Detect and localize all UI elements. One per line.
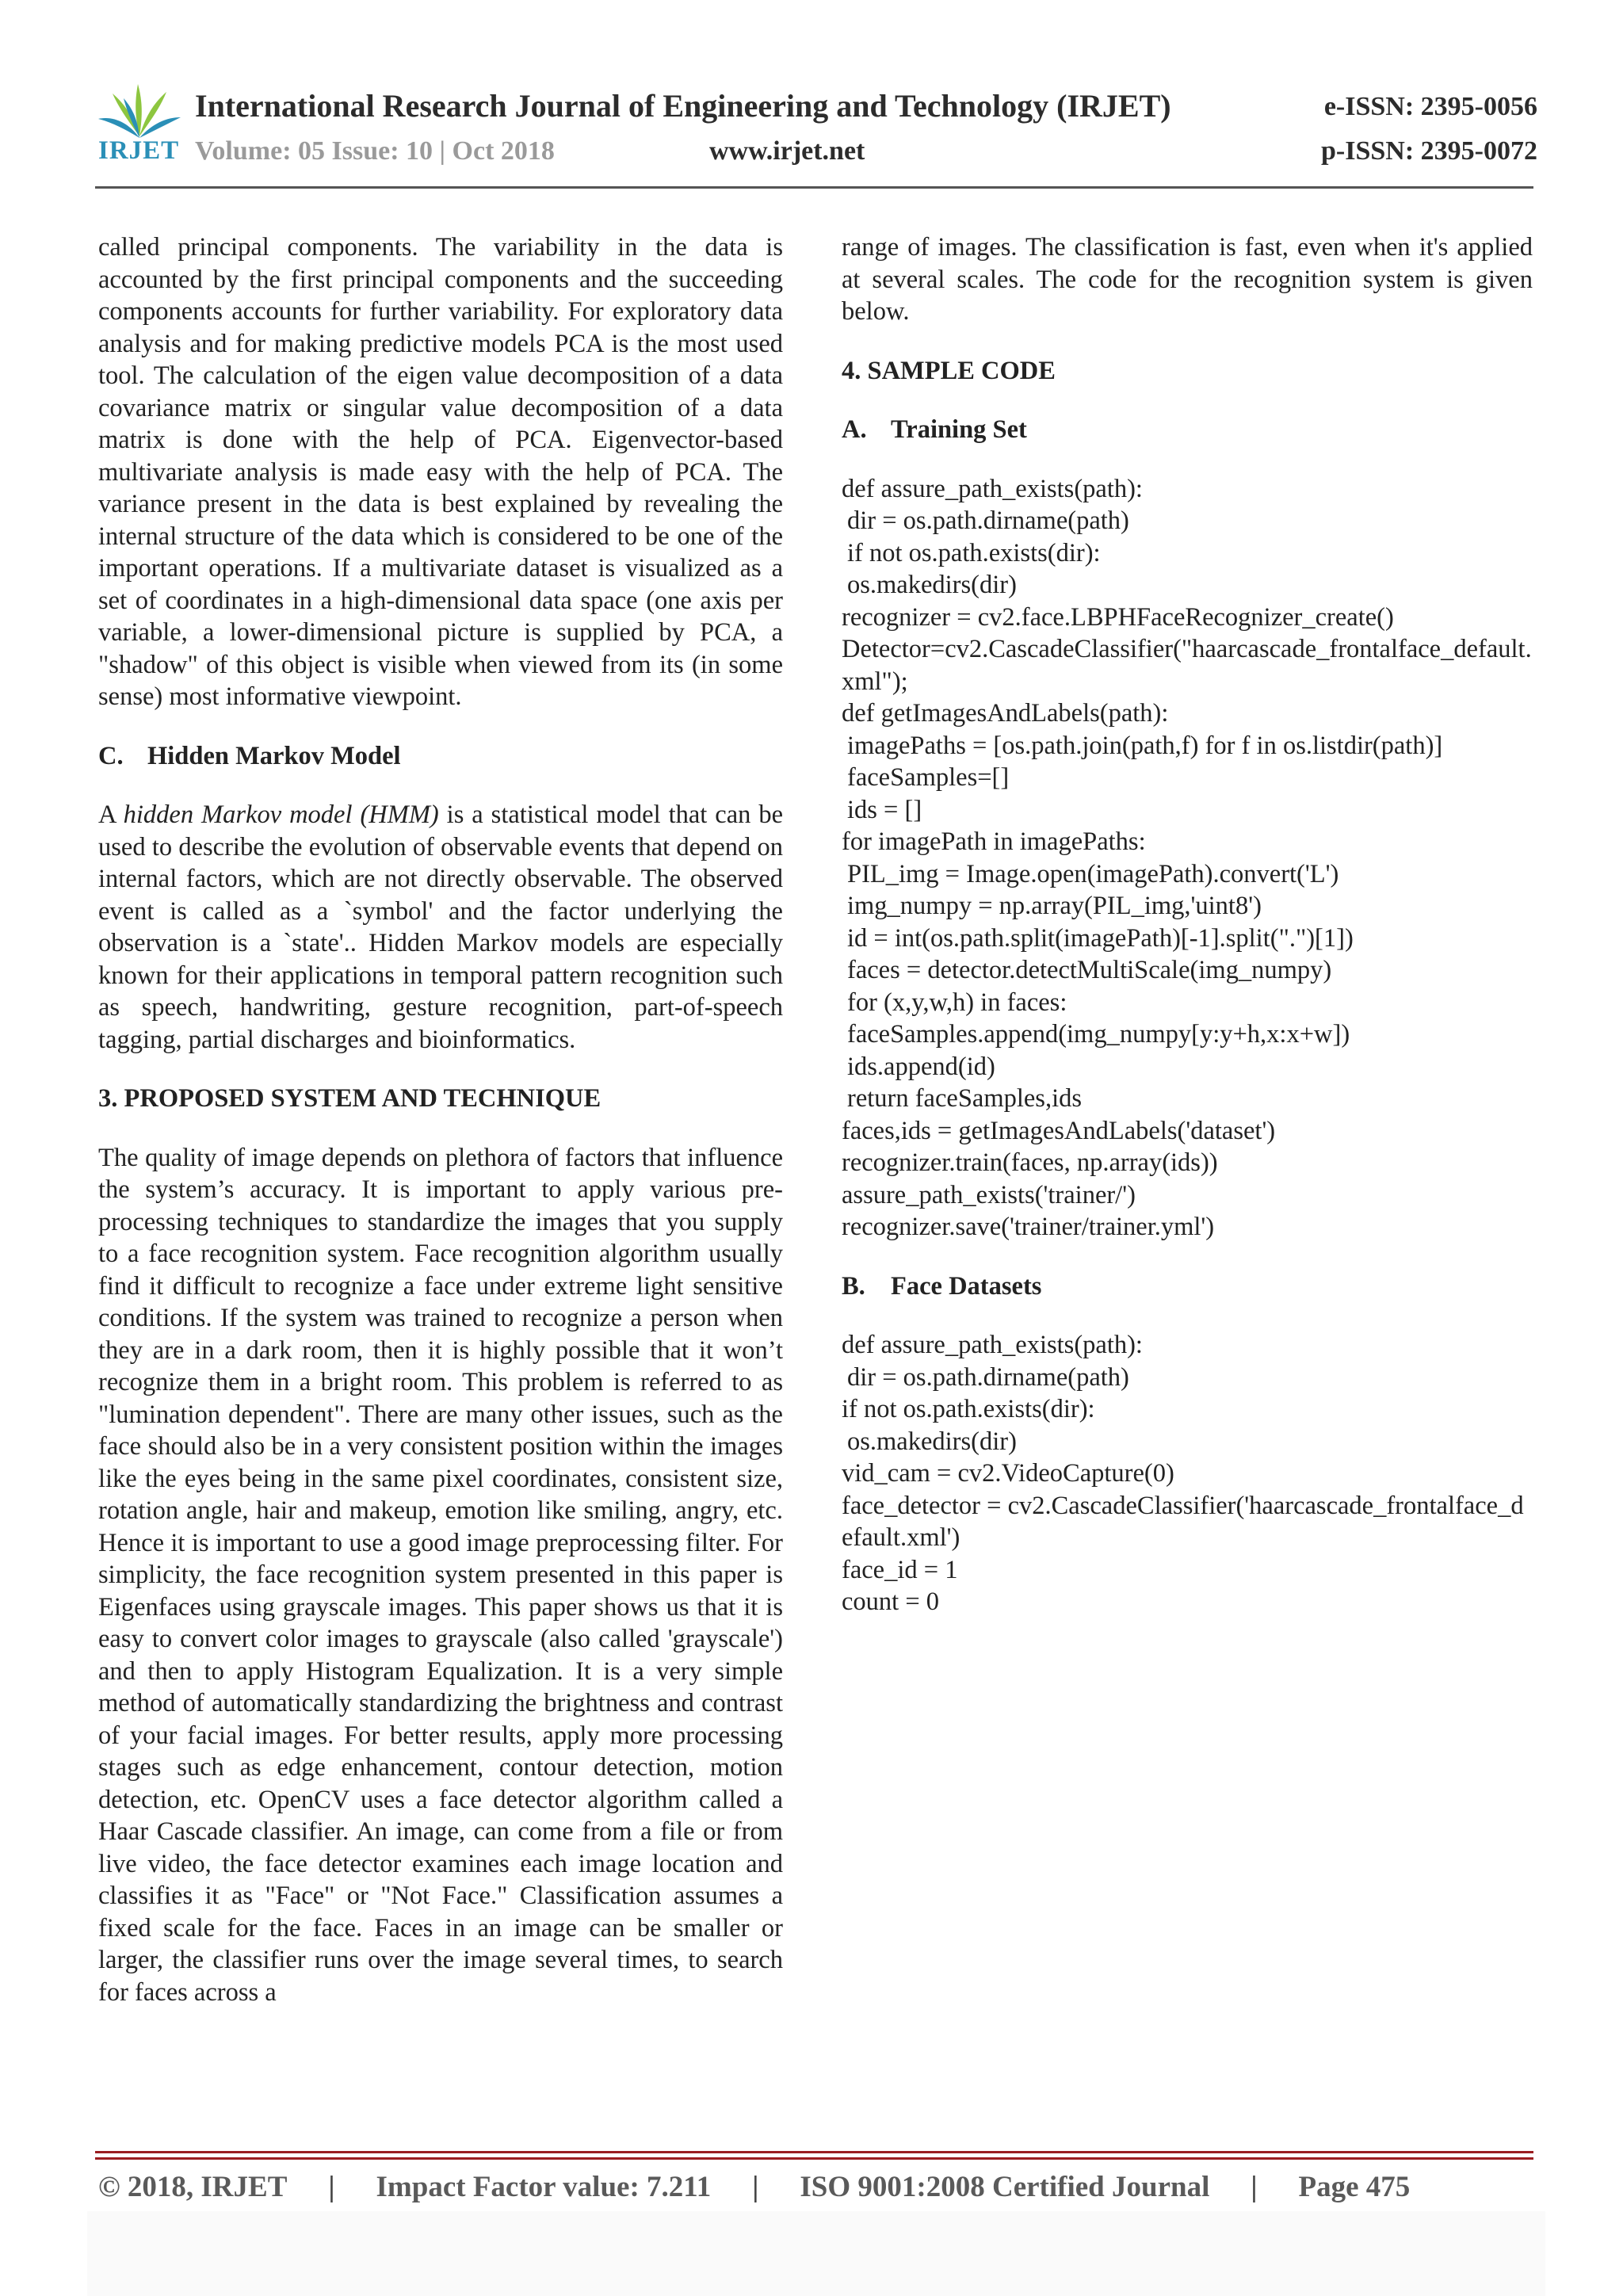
code-line: imagePaths = [os.path.join(path,f) for f in os.listdir(path)] — [847, 731, 1443, 760]
code-line: recognizer.save('trainer/trainer.yml') — [842, 1213, 1215, 1241]
code-line: faceSamples=[] — [847, 763, 1010, 792]
code-line: for imagePath in imagePaths: — [842, 827, 1146, 856]
logo-text: IRJET — [98, 136, 180, 165]
footer-divider-bottom — [95, 2157, 1533, 2160]
code-line: Detector=cv2.CascadeClassifier("haarcascade_frontalface_default.xml"); — [842, 635, 1532, 696]
hmm-para-start: A — [98, 800, 124, 829]
code-line: assure_path_exists('trainer/') — [842, 1180, 1136, 1209]
journal-title: International Research Journal of Engineering and Technology (IRJET) — [195, 88, 1171, 124]
code-line: dir = os.path.dirname(path) — [847, 506, 1129, 535]
code-line: for (x,y,w,h) in faces: — [847, 988, 1067, 1017]
datasets-code-block — [842, 1329, 1533, 1618]
hmm-heading-text: Hidden Markov Model — [147, 741, 401, 770]
footer-divider-top — [95, 2151, 1533, 2153]
section-3-paragraph: The quality of image depends on plethora of factors that influence the system’s accuracy. It is important to apply various pre-processing techniques to standardize the images that you supply to a face recognition system. Face recognition algorithm usually find it difficult to recognize a face under extreme light sensitive conditions. If the system was trained to recognize a person when they are in a dark room, then it is highly possible that it won’t recognize them in a bright room. This problem is referred to as "lumination dependent". There are many other issues, such as the face should also be in a very consistent position within the images like the eyes being in the same pixel coordinates, consistent size, rotation angle, hair and makeup, emotion like smiling, angry, etc. Hence it is important to use a good image preprocessing filter. For simplicity, the face recognition system presented in this paper is Eigenfaces using grayscale images. This paper shows us that it is easy to convert color images to grayscale (also called 'grayscale') and then to apply Histogram Equalization. It is a very simple method of automatically standardizing the brightness and contrast of your facial images. For better results, apply more processing stages such as edge enhancement, contour detection, motion detection, etc. OpenCV uses a face detector algorithm called a Haar Cascade classifier. An image, can come from a file or from live video, the face detector examines each image location and classifies it as "Face" or "Not Face." Classification assumes a fixed scale for the face. Faces in an image can be smaller or larger, the classifier runs over the image several times, to search for faces across a — [98, 1143, 783, 2007]
code-line: dir = os.path.dirname(path) — [847, 1362, 1129, 1392]
code-line: faces,ids = getImagesAndLabels('dataset') — [842, 1116, 1276, 1145]
page-footer — [98, 2170, 1410, 2204]
code-line: recognizer = cv2.face.LBPHFaceRecognizer_create() — [842, 602, 1394, 632]
face-datasets-number: B. — [842, 1271, 865, 1301]
section-3-heading: 3. PROPOSED SYSTEM AND TECHNIQUE — [98, 1084, 601, 1113]
training-code-block — [842, 473, 1533, 1244]
code-line: if not os.path.exists(dir): — [847, 538, 1101, 567]
footer-separator: | — [752, 2171, 759, 2203]
code-line: def getImagesAndLabels(path): — [842, 699, 1169, 728]
code-line: def assure_path_exists(path): — [842, 1331, 1143, 1359]
footer-page-number: Page 475 — [1298, 2171, 1411, 2203]
hmm-para-rest: is a statistical model that can be used to describe the evolution of observable events that depend on internal factors, which are not directly observable. The observed event is called as a `symbol' and the factor underlying the observation is a `state'.. Hidden Markov models are especially known for their applications in temporal pattern recognition such as speech, handwriting, gesture recognition, part-of-speech tagging, partial discharges and bioinformatics. — [98, 800, 783, 1054]
page-header — [95, 73, 1537, 192]
code-line: os.makedirs(dir) — [847, 1427, 1017, 1456]
footer-impact-factor: Impact Factor value: 7.211 — [376, 2171, 712, 2203]
code-line: def assure_path_exists(path): — [842, 474, 1143, 503]
code-line: ids.append(id) — [847, 1052, 995, 1081]
pca-paragraph: called principal components. The variability in the data is accounted by the first principal components and the succeeding components accounts for further variability. For exploratory data analysis and for making predictive models PCA is the most used tool. The calculation of the eigen value decomposition of a data covariance matrix or singular value decomposition of a data matrix is done with the help of PCA. Eigenvector-based multivariate analysis is made easy with the help of PCA. The variance present in the data is best explained by revealing the internal structure of the data which is considered to be one of the important operations. If a multivariate dataset is visualized as a set of coordinates in a high-dimensional data space (one axis per variable, a lower-dimensional picture is supplied by PCA, a "shadow" of this object is visible when viewed from its (in some sense) most informative viewpoint. — [98, 233, 783, 711]
face-datasets-heading — [842, 1270, 1533, 1303]
face-datasets-title: Face Datasets — [891, 1271, 1042, 1301]
p-issn: p-ISSN: 2395-0072 — [1321, 136, 1537, 166]
code-line: vid_cam = cv2.VideoCapture(0) — [842, 1459, 1174, 1488]
footer-separator: | — [328, 2171, 335, 2203]
hmm-term: hidden Markov model (HMM) — [123, 800, 439, 829]
code-line: face_detector = cv2.CascadeClassifier('haarcascade_frontalface_default.xml') — [842, 1491, 1524, 1552]
training-set-title: Training Set — [891, 415, 1027, 444]
right-column — [842, 231, 1533, 1618]
volume-issue: Volume: 05 Issue: 10 | Oct 2018 — [195, 136, 555, 166]
code-line: face_id = 1 — [842, 1555, 958, 1584]
footer-separator: | — [1251, 2171, 1258, 2203]
code-line: if not os.path.exists(dir): — [842, 1395, 1095, 1423]
code-line: faces = detector.detectMultiScale(img_numpy) — [847, 956, 1332, 984]
code-line: os.makedirs(dir) — [847, 571, 1017, 599]
code-line: ids = [] — [847, 795, 922, 824]
code-line: img_numpy = np.array(PIL_img,'uint8') — [847, 892, 1262, 920]
footer-background — [87, 2211, 1545, 2296]
left-column — [98, 231, 783, 2008]
training-set-number: A. — [842, 415, 867, 444]
code-line: faceSamples.append(img_numpy[y:y+h,x:x+w]) — [847, 1020, 1350, 1049]
hmm-heading-number: C. — [98, 741, 124, 770]
code-line: return faceSamples,ids — [847, 1084, 1083, 1113]
hmm-paragraph — [98, 799, 783, 1056]
header-divider — [95, 186, 1533, 189]
section-4-heading: 4. SAMPLE CODE — [842, 356, 1056, 385]
journal-website-link[interactable]: www.irjet.net — [709, 136, 865, 166]
hmm-heading — [98, 740, 783, 773]
e-issn: e-ISSN: 2395-0056 — [1323, 92, 1537, 121]
footer-copyright: © 2018, IRJET — [98, 2171, 288, 2203]
code-line: id = int(os.path.split(imagePath)[-1].split(".")[1]) — [847, 923, 1354, 953]
code-line: PIL_img = Image.open(imagePath).convert('L') — [847, 859, 1339, 888]
code-line: count = 0 — [842, 1587, 940, 1616]
footer-iso: ISO 9001:2008 Certified Journal — [800, 2171, 1210, 2203]
training-set-heading — [842, 414, 1533, 446]
continuation-paragraph: range of images. The classification is fast, even when it's applied at several scales. The code for the recognition system is given below. — [842, 233, 1533, 326]
code-line: recognizer.train(faces, np.array(ids)) — [842, 1148, 1218, 1177]
